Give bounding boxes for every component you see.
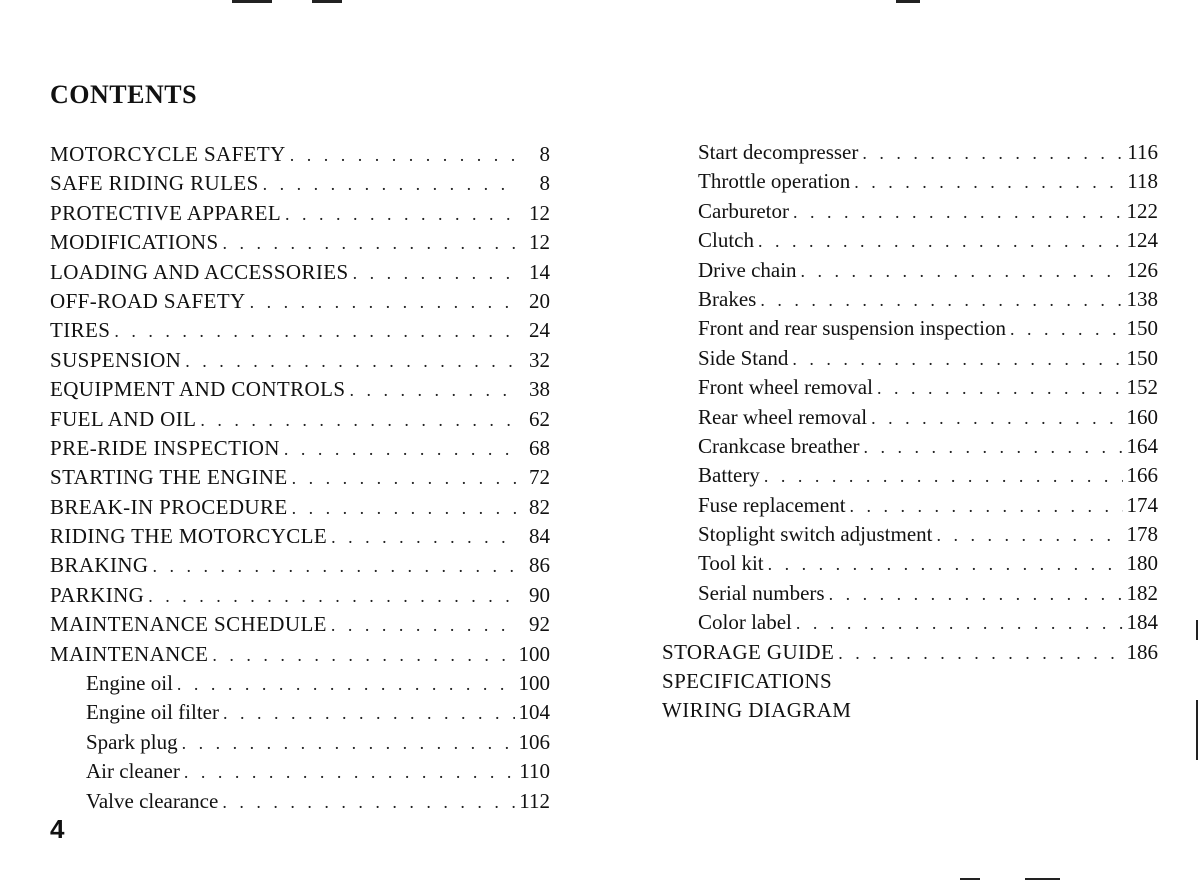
dot-leader — [263, 174, 516, 195]
dot-leader — [331, 527, 516, 548]
scan-mark-bottom-2 — [1025, 878, 1060, 880]
toc-entry — [50, 407, 550, 436]
toc-entry-title: WIRING DIAGRAM — [662, 698, 852, 723]
dot-leader — [284, 439, 516, 460]
toc-entry-title: EQUIPMENT AND CONTROLS — [50, 377, 346, 402]
dot-leader — [331, 615, 516, 636]
toc-entry — [662, 258, 1158, 287]
dot-leader — [793, 202, 1123, 223]
toc-entry-page: 62 — [529, 406, 550, 431]
toc-right-column — [662, 140, 1158, 728]
toc-entry — [50, 789, 550, 818]
toc-entry-title: Spark plug — [86, 729, 178, 754]
toc-entry-page: 100 — [518, 671, 550, 696]
toc-entry — [662, 405, 1158, 434]
toc-entry-title: Battery — [698, 463, 760, 488]
toc-entry — [50, 700, 550, 729]
toc-entry-title: Throttle operation — [698, 169, 851, 194]
dot-leader — [760, 290, 1122, 311]
dot-leader — [285, 204, 516, 225]
dot-leader — [290, 145, 516, 166]
dot-leader — [182, 733, 515, 754]
toc-entry — [662, 463, 1158, 492]
toc-entry-title: Fuse replacement — [698, 492, 846, 517]
toc-entry-title: MAINTENANCE SCHEDULE — [50, 612, 327, 637]
toc-entry-page: 138 — [1126, 286, 1158, 311]
toc-entry — [50, 436, 550, 465]
toc-entry-page: 124 — [1126, 228, 1158, 253]
toc-entry-page: 20 — [529, 288, 550, 313]
dot-leader — [250, 292, 516, 313]
dot-leader — [937, 525, 1123, 546]
toc-entry-page: 184 — [1126, 610, 1158, 635]
toc-entry-page: 12 — [529, 200, 550, 225]
dot-leader — [829, 584, 1123, 605]
scan-mark-top-3 — [896, 0, 920, 3]
toc-entry-title: OFF-ROAD SAFETY — [50, 288, 246, 313]
toc-entry — [50, 377, 550, 406]
dot-leader — [184, 762, 515, 783]
toc-entry-page: 14 — [529, 259, 550, 284]
toc-entry-title: Engine oil filter — [86, 700, 219, 725]
toc-entry-title: Stoplight switch adjustment — [698, 522, 933, 547]
toc-entry-page: 12 — [529, 230, 550, 255]
toc-entry-title: Drive chain — [698, 257, 797, 282]
contents-heading: CONTENTS — [50, 80, 198, 109]
toc-entry-title: FUEL AND OIL — [50, 406, 197, 431]
toc-entry — [50, 612, 550, 641]
dot-leader — [871, 408, 1122, 429]
toc-entry — [50, 524, 550, 553]
dot-leader — [212, 645, 514, 666]
toc-entry — [662, 199, 1158, 228]
toc-entry-title: SUSPENSION — [50, 347, 182, 372]
dot-leader — [292, 498, 516, 519]
toc-entry — [662, 640, 1158, 669]
dot-leader — [353, 263, 516, 284]
dot-leader — [200, 410, 516, 431]
dot-leader — [292, 468, 516, 489]
toc-entry-page: 106 — [518, 729, 550, 754]
toc-entry — [50, 759, 550, 788]
toc-entry-title: Brakes — [698, 286, 757, 311]
toc-entry — [50, 671, 550, 700]
toc-entry-page: 72 — [529, 465, 550, 490]
toc-entry-title: SAFE RIDING RULES — [50, 171, 259, 196]
toc-entry-page: 150 — [1126, 316, 1158, 341]
toc-entry-page: 100 — [518, 641, 550, 666]
toc-entry — [662, 610, 1158, 639]
toc-entry-title: MOTORCYCLE SAFETY — [50, 142, 286, 166]
scan-mark-top-1 — [232, 0, 272, 3]
toc-entry-page: 182 — [1126, 580, 1158, 605]
toc-entry-title: SPECIFICATIONS — [662, 669, 833, 694]
toc-entry — [50, 289, 550, 318]
toc-entry-page: 86 — [529, 553, 550, 578]
dot-leader — [854, 172, 1123, 193]
toc-entry — [50, 730, 550, 759]
toc-entry-title: LOADING AND ACCESSORIES — [50, 259, 349, 284]
toc-entry-page: 38 — [529, 377, 550, 402]
dot-leader — [796, 613, 1123, 634]
toc-entry-title: Start decompresser — [698, 140, 859, 164]
dot-leader — [862, 143, 1123, 164]
toc-entry-title: PARKING — [50, 582, 145, 607]
toc-entry-page: 32 — [529, 347, 550, 372]
toc-entry-title: PRE-RIDE INSPECTION — [50, 435, 280, 460]
toc-entry-title: Carburetor — [698, 198, 789, 223]
toc-entry-title: Crankcase breather — [698, 433, 860, 458]
toc-entry-title: Color label — [698, 610, 792, 635]
toc-left-column — [50, 142, 550, 818]
toc-entry-page: 112 — [519, 788, 550, 813]
toc-entry — [50, 171, 550, 200]
toc-entry-page: 92 — [529, 612, 550, 637]
dot-leader — [223, 233, 516, 254]
dot-leader — [864, 437, 1123, 458]
toc-entry-page: 178 — [1126, 522, 1158, 547]
toc-entry-page: 82 — [529, 494, 550, 519]
toc-entry-title: PROTECTIVE APPAREL — [50, 200, 282, 225]
dot-leader — [152, 556, 516, 577]
toc-entry-title: Valve clearance — [86, 788, 219, 813]
dot-leader — [801, 261, 1123, 282]
dot-leader — [764, 466, 1123, 487]
toc-entry-page: 110 — [519, 759, 550, 784]
toc-entry — [50, 465, 550, 494]
toc-entry-page: 8 — [539, 142, 550, 166]
dot-leader — [148, 586, 516, 607]
toc-entry-page: 174 — [1126, 492, 1158, 517]
toc-entry-title: BRAKING — [50, 553, 149, 578]
toc-entry — [50, 260, 550, 289]
toc-entry-title: Side Stand — [698, 345, 789, 370]
toc-entry-title: Serial numbers — [698, 580, 825, 605]
toc-entry-page: 164 — [1126, 433, 1158, 458]
toc-entry — [662, 551, 1158, 580]
toc-entry-title: Front and rear suspension inspection — [698, 316, 1006, 341]
scan-mark-right-1 — [1196, 620, 1198, 640]
toc-entry — [662, 346, 1158, 375]
dot-leader — [185, 351, 516, 372]
toc-entry-page: 126 — [1126, 257, 1158, 282]
toc-entry-title: MODIFICATIONS — [50, 230, 219, 255]
toc-entry-title: Engine oil — [86, 671, 173, 696]
toc-entry — [50, 642, 550, 671]
toc-entry — [662, 434, 1158, 463]
dot-leader — [349, 380, 516, 401]
toc-entry-title: Front wheel removal — [698, 375, 873, 400]
toc-entry — [50, 201, 550, 230]
toc-entry-page: 24 — [529, 318, 550, 343]
toc-entry-page: 68 — [529, 435, 550, 460]
toc-entry-page: 84 — [529, 524, 550, 549]
toc-entry — [50, 142, 550, 171]
toc-entry-title: Clutch — [698, 228, 754, 253]
toc-entry-page: 186 — [1126, 639, 1158, 664]
dot-leader — [223, 703, 515, 724]
toc-entry-page: 150 — [1126, 345, 1158, 370]
scan-mark-top-2 — [312, 0, 342, 3]
dot-leader — [114, 321, 516, 342]
toc-entry-page: 104 — [518, 700, 550, 725]
toc-entry-page: 90 — [529, 582, 550, 607]
toc-entry-title: MAINTENANCE — [50, 641, 209, 666]
toc-entry-title: STORAGE GUIDE — [662, 639, 835, 664]
scan-mark-right-2 — [1196, 700, 1198, 760]
toc-entry-title: STARTING THE ENGINE — [50, 465, 288, 490]
toc-entry-page: 152 — [1126, 375, 1158, 400]
toc-entry-page: 160 — [1126, 404, 1158, 429]
toc-entry-title: BREAK-IN PROCEDURE — [50, 494, 288, 519]
toc-entry — [50, 348, 550, 377]
toc-entry-page: 8 — [539, 171, 550, 196]
page-number: 4 — [50, 814, 65, 844]
dot-leader — [850, 496, 1123, 517]
toc-entry — [662, 316, 1158, 345]
dot-leader — [177, 674, 515, 695]
toc-entry — [662, 493, 1158, 522]
toc-entry — [662, 669, 1158, 698]
toc-entry — [50, 495, 550, 524]
toc-entry — [662, 375, 1158, 404]
dot-leader — [877, 378, 1123, 399]
toc-entry — [662, 581, 1158, 610]
toc-entry — [662, 140, 1158, 169]
toc-entry — [50, 583, 550, 612]
toc-entry-page: 122 — [1126, 198, 1158, 223]
dot-leader — [1010, 319, 1123, 340]
toc-entry — [662, 522, 1158, 551]
toc-entry — [662, 287, 1158, 316]
dot-leader — [758, 231, 1123, 252]
toc-entry — [50, 318, 550, 347]
toc-entry-title: TIRES — [50, 318, 111, 343]
toc-entry — [662, 698, 1158, 727]
toc-entry — [50, 553, 550, 582]
toc-entry-title: RIDING THE MOTORCYCLE — [50, 524, 328, 549]
scan-mark-bottom-1 — [960, 878, 980, 880]
dot-leader — [838, 643, 1122, 664]
toc-entry-title: Air cleaner — [86, 759, 180, 784]
toc-entry-page: 180 — [1126, 551, 1158, 576]
toc-entry-title: Tool kit — [698, 551, 764, 576]
toc-entry-title: Rear wheel removal — [698, 404, 868, 429]
toc-entry — [50, 230, 550, 259]
toc-entry — [662, 228, 1158, 257]
dot-leader — [792, 349, 1122, 370]
dot-leader — [768, 554, 1123, 575]
toc-entry — [662, 169, 1158, 198]
toc-entry-page: 166 — [1126, 463, 1158, 488]
toc-entry-page: 118 — [1127, 169, 1158, 194]
dot-leader — [222, 792, 515, 813]
toc-entry-page: 116 — [1127, 140, 1158, 164]
